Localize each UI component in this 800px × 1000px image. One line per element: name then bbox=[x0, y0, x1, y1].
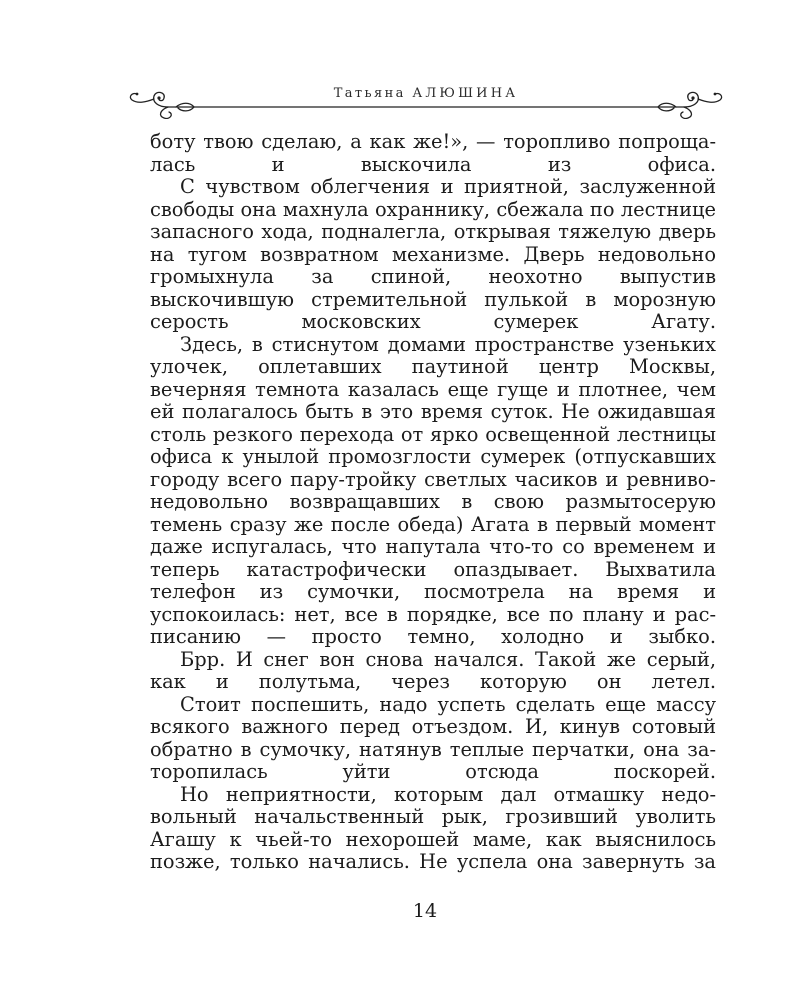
paragraph: Но неприятности, которым дал отмашку недовольный начальственный рык, грозивший уволить Агашу к чьей-то нехорошей маме, как выяснилось позже, только начались. Не успела она завернуть за bbox=[150, 782, 716, 873]
book-text bbox=[150, 131, 716, 874]
paragraph: Здесь, в стиснутом домами пространстве узеньких улочек, оплетавших паутиной центр Москвы, вечерняя темнота казалась еще гуще и плотнее, чем ей полагалось быть в это время суток. Не ожидавшая столь резкого перехода от ярко освещенной лестницы офиса к унылой промозглости сумерек (отпускавших городу всего пару-тройку светлых часиков и ревниво-недовольно возвращавших в свою размытосерую темень сразу же после обеда) Агата в первый момент даже испугалась, что напутала что-то со временем и теперь катастрофически опаздывает. Выхватила телефон из сумочки, посмотрела на время и успокоилась: нет, все в порядке, все по плану и расписанию — просто темно, холодно и зыбко. bbox=[150, 332, 716, 648]
paragraph: Стоит поспешить, надо успеть сделать еще массу всякого важного перед отъездом. И, кинув сотовый обратно в сумочку, натянув теплые перчатки, она заторопилась уйти отсюда поскорей. bbox=[150, 692, 716, 783]
paragraph: боту твою сделаю, а как же!», — торопливо попрощалась и выскочила из офиса. bbox=[150, 130, 716, 176]
paragraph: С чувством облегчения и приятной, заслуженной свободы она махнула охраннику, сбежала по лестнице запасного хода, подналегла, открывая тяжелую дверь на тугом возвратном механизме. Дверь недовольно громыхнула за спиной, неохотно выпустив выскочившую стремительной пулькой в морозную серость московских сумерек Агату. bbox=[150, 175, 716, 333]
running-header bbox=[128, 80, 724, 124]
author-first-name: Татьяна bbox=[333, 86, 406, 101]
paragraph: Брр. И снег вон снова начался. Такой же серый, как и полутьма, через которую он летел. bbox=[150, 647, 716, 693]
page-number: 14 bbox=[412, 900, 438, 922]
header-title bbox=[128, 86, 724, 101]
author-last-name: АЛЮШИНА bbox=[412, 86, 519, 101]
